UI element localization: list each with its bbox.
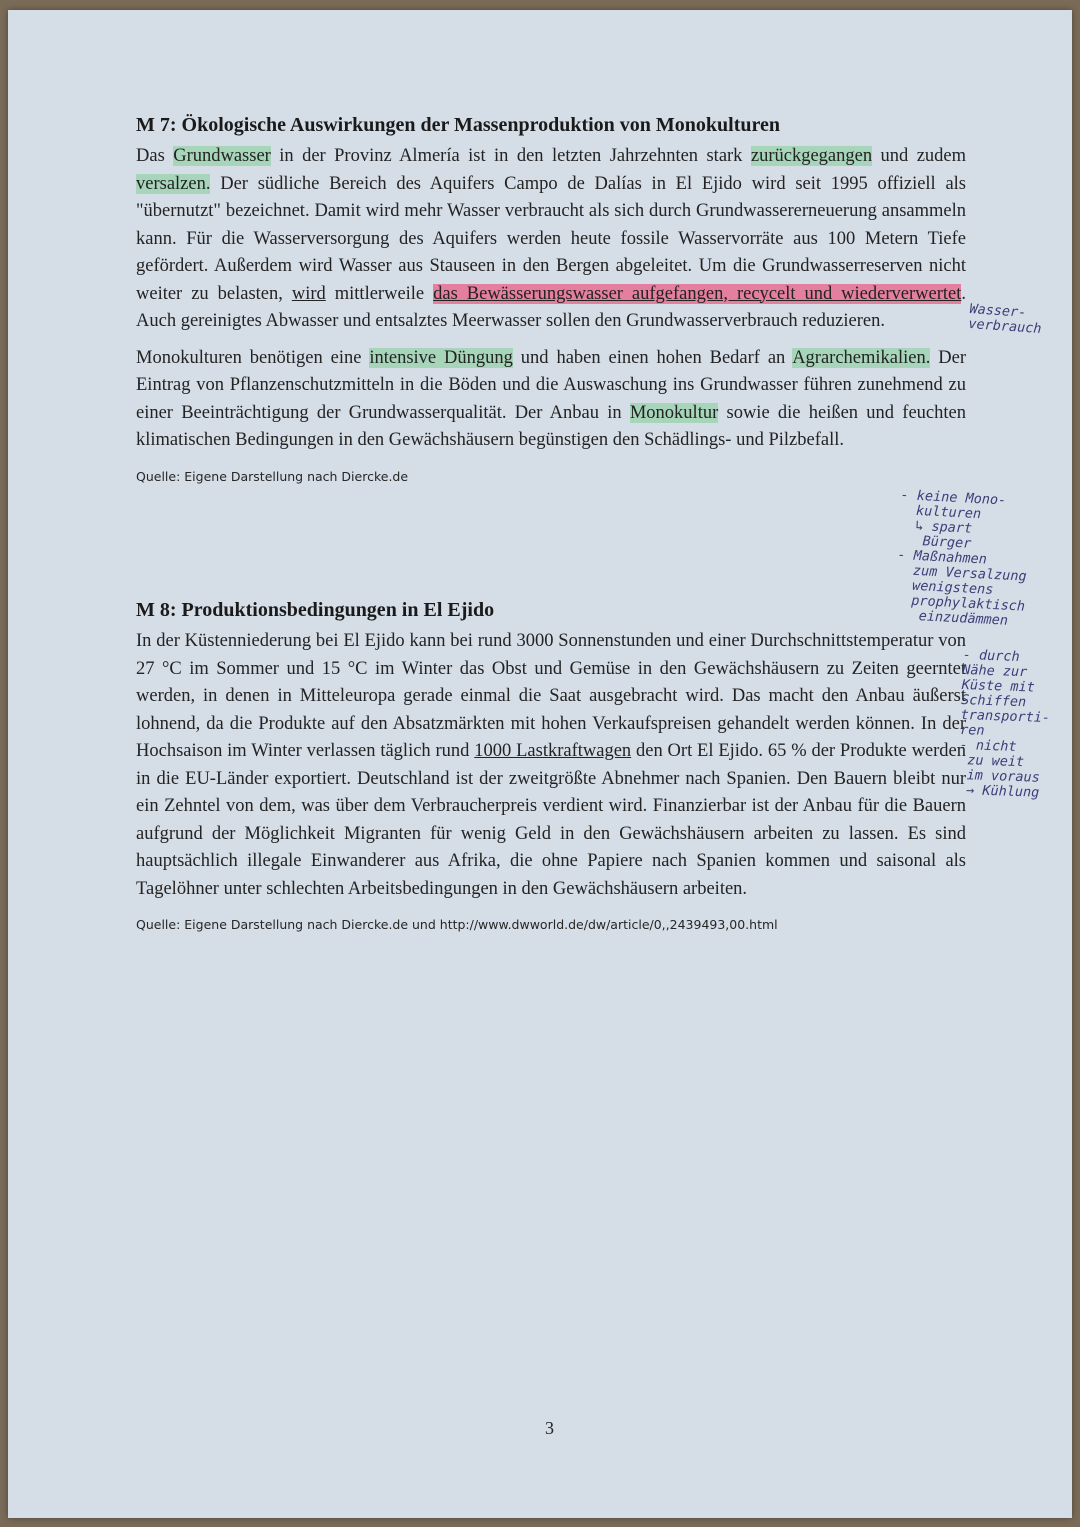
highlighted-text-green: zurückgegangen — [750, 146, 873, 166]
highlighted-text-green: Grundwasser — [173, 146, 271, 166]
section-m7-paragraph-1 — [136, 143, 966, 336]
highlighted-text-green: Monokultur — [629, 402, 719, 423]
document-page — [8, 10, 1072, 1518]
text-run: Der südliche Bereich des Aquifers Campo de Dalías in El Ejido wird seit 1995 offiziell als "übernutzt" bezeichnet. Damit wird mehr Wasser verbraucht als sich durch Grundwassererneuerung ansammeln kann. Für die Wasserversorgung des Aquifers werden heute fossile Wasservorräte aus 100 Metern Tiefe gefördert. Außerdem wird Wasser aus Stauseen in den Bergen abgeleitet. Um die Grundwasserreserven nicht weiter zu belasten, — [136, 173, 966, 304]
text-run: und haben einen hohen Bedarf an — [512, 347, 793, 368]
highlighted-text-pink: das Bewässerungswasser aufgefangen, recycelt und wiederverwertet — [433, 283, 962, 304]
section-m8-heading: M 8: Produktionsbedingungen in El Ejido — [136, 599, 495, 621]
handwritten-note-transport: - durch Nähe zur Küste mit Schiffen transporti- ren - nicht zu weit im voraus → Kühlung — [957, 647, 1051, 801]
text-run: den Ort El Ejido. 65 % der Produkte werden in die EU-Länder exportiert. Deutschland ist der zweitgrößte Abnehmer nach Spanien. Den Bauern bleibt nur ein Zehntel von dem, was über dem Verbraucherpreis verdient wird. Finanzierbar ist der Anbau für die Bauern aufgrund der Möglichkeit Migranten für wenig Geld in den Gewächshäusern arbeiten zu lassen. Es sind hauptsächlich illegale Einwanderer aus Afrika, die ohne Papiere nach Spanien kommen und saisonal als Tagelöhner unter schlechten Arbeitsbedingungen in den Gewächshäusern arbeiten. — [136, 741, 967, 899]
text-run: sowie die heißen und feuchten klimatischen Bedingungen in den Gewächshäusern begünstigen den Schädlings- und Pilzbefall. — [136, 402, 966, 450]
section-m7-heading: M 7: Ökologische Auswirkungen der Massenproduktion von Monokulturen — [136, 114, 781, 136]
underlined-text: wird — [291, 283, 326, 304]
text-run: in der Provinz Almería ist in den letzten Jahrzehnten stark — [270, 146, 751, 166]
section-m8-source: Quelle: Eigene Darstellung nach Diercke.de und http://www.dwworld.de/dw/article/0,,2439493,00.html — [136, 917, 778, 932]
text-run: Das — [136, 146, 174, 166]
section-m7-source: Quelle: Eigene Darstellung nach Diercke.de — [136, 468, 409, 484]
text-run: Monokulturen benötigen eine — [136, 347, 370, 368]
section-m7 — [136, 114, 966, 484]
section-m8 — [136, 599, 966, 932]
section-m7-paragraph-2 — [136, 345, 966, 455]
page-number: 3 — [545, 1418, 554, 1438]
underlined-text: 1000 Lastkraftwagen — [474, 741, 632, 761]
section-m8-paragraph-1 — [136, 628, 966, 903]
text-run: und zudem — [872, 146, 967, 166]
handwritten-note-monocultures: - keine Mono- kulturen ↳ spart Bürger - Maßnahmen zum Versalzung wenigstens prophylaktisch einzudämmen — [893, 487, 1027, 629]
text-run: mittlerweile — [325, 283, 434, 304]
highlighted-text-green: Agrarchemikalien. — [792, 347, 931, 368]
handwritten-note-water: Wasser- verbrauch — [967, 301, 1043, 338]
text-run: In der Küstenniederung bei El Ejido kann bei rund 3000 Sonnenstunden und einer Durchschnittstemperatur von 27 °C im Sommer und 15 °C im Winter das Obst und Gemüse in den Gewächshäusern zu Zeiten geerntet werden, in denen in Mitteleuropa gerade einmal die Saat ausgebracht wird. Das macht den Anbau äußerst lohnend, da die Produkte auf den Absatzmärkten mit hohen Verkaufspreisen gehandelt werden können. In der Hochsaison im Winter verlassen täglich rund — [136, 631, 966, 761]
text-run: Der Eintrag von Pflanzenschutzmitteln in die Böden und die Auswaschung ins Grundwasser führen zunehmend zu einer Beeinträchtigung der Grundwasserqualität. Der Anbau in — [136, 347, 966, 423]
highlighted-text-green: intensive Düngung — [369, 347, 513, 368]
text-run: . Auch gereinigtes Abwasser und entsalztes Meerwasser sollen den Grundwasserverbrauch reduzieren. — [136, 283, 966, 331]
highlighted-text-green: versalzen. — [136, 173, 211, 194]
